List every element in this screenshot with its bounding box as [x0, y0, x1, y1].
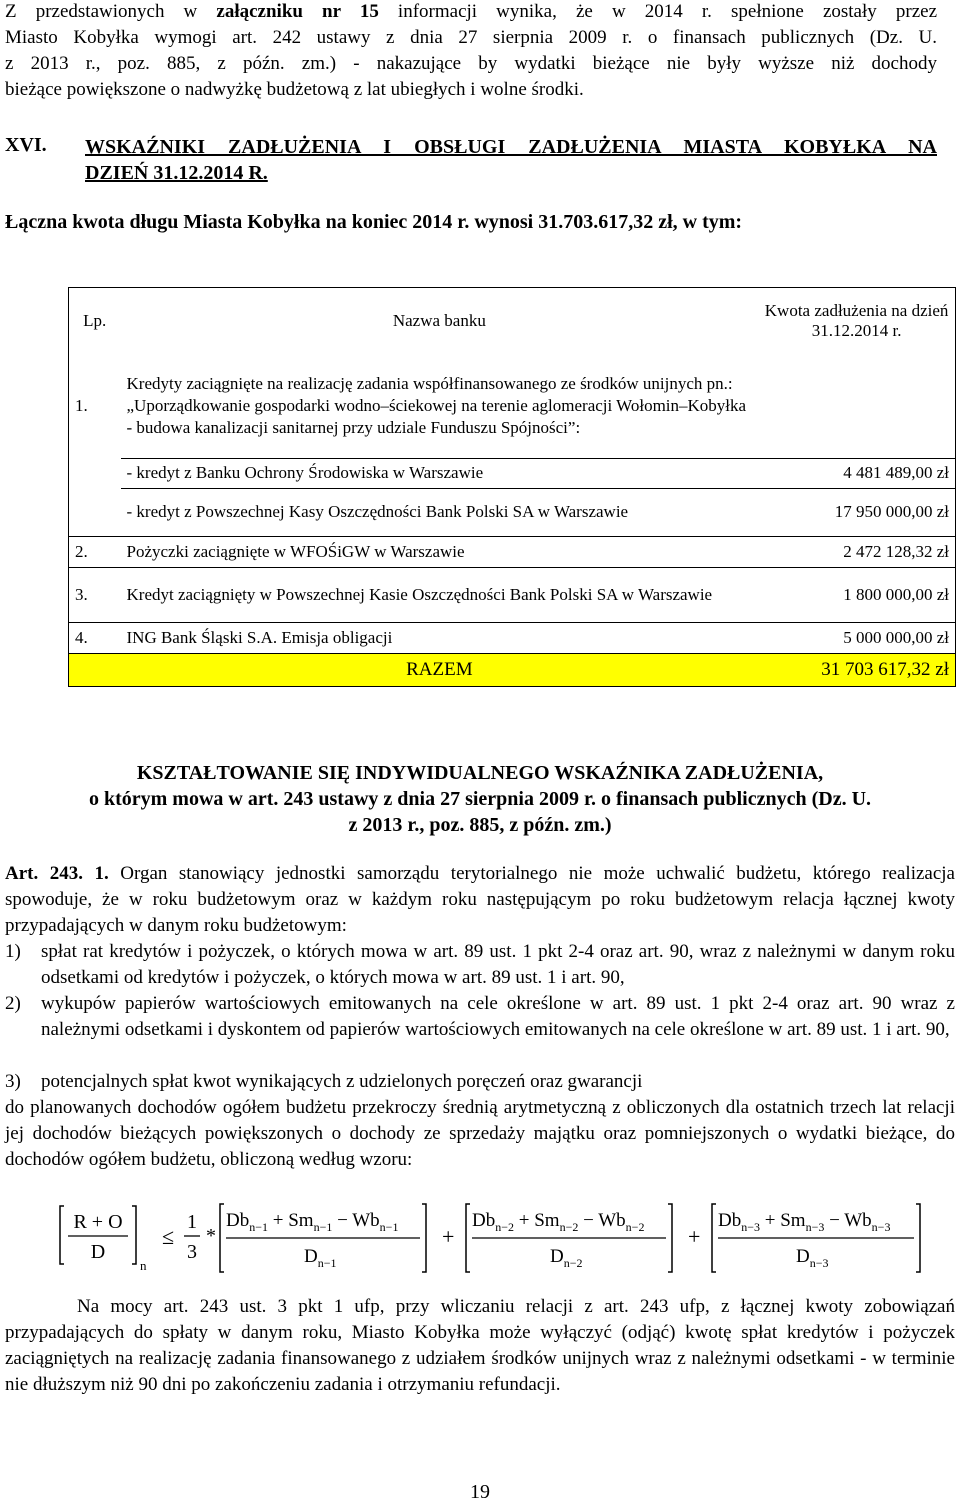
- row1-sub1-amount: 4 481 489,00 zł: [758, 458, 955, 488]
- row1-lp: 1.: [69, 354, 121, 458]
- article-item-3: 3) potencjalnych spłat kwot wynikających z udzielonych poręczeń oraz gwarancji: [5, 1071, 643, 1092]
- row4-amount: 5 000 000,00 zł: [758, 623, 955, 654]
- row1-sub2-name: - kredyt z Powszechnej Kasy Oszczędności Bank Polski SA w Warszawie: [121, 488, 759, 537]
- row2-name: Pożyczki zaciągnięte w WFOŚiGW w Warszawie: [121, 537, 759, 568]
- row3-amount: 1 800 000,00 zł: [758, 568, 955, 623]
- row1-sub1-name: - kredyt z Banku Ochrony Środowiska w Warszawie: [121, 458, 759, 488]
- row2-lp: 2.: [69, 537, 121, 568]
- row4-lp: 4.: [69, 623, 121, 654]
- total-debt-line: Łączna kwota długu Miasta Kobyłka na koniec 2014 r. wynosi 31.703.617,32 zł, w tym:: [5, 211, 743, 233]
- sum-amount: 31 703 617,32 zł: [758, 654, 955, 687]
- sum-label: RAZEM: [121, 654, 759, 687]
- formula-lhs-numerator: R + O: [73, 1211, 123, 1233]
- section-title-line-1: WSKAŹNIKI ZADŁUŻENIA I OBSŁUGI ZADŁUŻENIA MIASTA KOBYŁKA NA: [85, 136, 937, 158]
- formula-one: 1: [187, 1211, 197, 1233]
- page-number: 19: [470, 1481, 490, 1503]
- header-amount: Kwota zadłużenia na dzień 31.12.2014 r.: [758, 288, 955, 355]
- article-label: Art. 243. 1.: [5, 863, 109, 884]
- formula-term1-numerator: $Db_{n-1} + Sm_{n-1} - Wb_{n-1}$: [226, 1210, 399, 1234]
- formula-term3-numerator: $Db_{n-3} + Sm_{n-3} - Wb_{n-3}$: [718, 1210, 891, 1234]
- table-header-row: [69, 288, 956, 355]
- formula-lhs-denominator: D: [90, 1241, 106, 1263]
- formula-lhs-subscript: n: [140, 1258, 147, 1273]
- debt-ratio-formula: [58, 1200, 938, 1290]
- row1-sub2-amount: 17 950 000,00 zł: [758, 488, 955, 537]
- row3-name: Kredyt zaciągnięty w Powszechnej Kasie Oszczędności Bank Polski SA w Warszawie: [121, 568, 759, 623]
- section-number: XVI.: [5, 134, 47, 156]
- article-intro: Art. 243. 1. Organ stanowiący jednostki samorządu terytorialnego nie może uchwalić budżetu, którego realizacja spowoduje, że w roku budżetowym oraz w każdym roku następującym po roku budżetowym relacja łącznej kwoty przypadających w danym roku budżetowym:: [5, 863, 955, 936]
- row3-lp: 3.: [69, 568, 121, 623]
- header-bank-name: Nazwa banku: [121, 288, 759, 355]
- formula-three: 3: [187, 1241, 197, 1263]
- article-closing: do planowanych dochodów ogółem budżetu przekroczy średnią arytmetyczną z obliczonych dla ostatnich trzech lat relacji jej dochodów bieżących powiększonych o dochody ze sprzedaży majątku oraz pomniejszonych o wydatki bieżące, do dochodów ogółem budżetu, obliczoną według wzoru:: [5, 1097, 955, 1170]
- header-lp: Lp.: [69, 288, 121, 355]
- intro-line-3: z 2013 r., poz. 885, z późn. zm.) - nakazujące by wydatki bieżące nie były wyższe niż dochody: [5, 53, 937, 74]
- intro-line-1: Z przedstawionych w załączniku nr 15 informacji wynika, że w 2014 r. spełnione zostały przez: [5, 1, 937, 22]
- table-row: [69, 623, 956, 654]
- row1-description: Kredyty zaciągnięte na realizację zadania współfinansowanego ze środków unijnych pn.: „Uporządkowanie gospodarki wodno–ściekowej na terenie aglomeracji Wołomin–Kobyłka - budowa kanalizacji sanitarnej przy udziale Funduszu Spójności”:: [126, 373, 747, 437]
- formula-term3-denominator: $D_{n-3}$: [796, 1246, 829, 1270]
- row4-name: ING Bank Śląski S.A. Emisja obligacji: [121, 623, 759, 654]
- final-paragraph: Na mocy art. 243 ust. 3 pkt 1 ufp, przy wliczaniu relacji z art. 243 ufp, z łącznej kwoty zobowiązań przypadających do spłaty w danym roku, Miasto Kobyłka może wyłączyć (odjąć) kwotę spłat kredytów i pożyczek zaciągniętych na realizację zadania finansowanego z udziałem środków unijnych wraz z należnymi odsetkami - w terminie nie dłuższym niż 90 dni po zakończeniu zadania i otrzymaniu refundacji.: [5, 1296, 955, 1395]
- section-title: [85, 134, 937, 186]
- indicator-title-line-1: KSZTAŁTOWANIE SIĘ INDYWIDUALNEGO WSKAŹNIKA ZADŁUŻENIA,: [136, 762, 824, 784]
- article-item-1: 1) spłat rat kredytów i pożyczek, o których mowa w art. 89 ust. 1 pkt 2-4 oraz art. 90, wraz z należnymi w danym roku odsetkami od kredytów i pożyczek, o których mowa w art. 89 ust. 1 i art. 90,: [5, 941, 955, 988]
- debt-table: [68, 287, 956, 687]
- row2-amount: 2 472 128,32 zł: [758, 537, 955, 568]
- table-row: [69, 458, 956, 488]
- formula-term2-denominator: $D_{n-2}$: [550, 1246, 583, 1270]
- indicator-title-line-3: z 2013 r., poz. 885, z późn. zm.): [348, 814, 612, 836]
- formula-term2-numerator: $Db_{n-2} + Sm_{n-2} - Wb_{n-2}$: [472, 1210, 645, 1234]
- intro-line-4: bieżące powiększone o nadwyżkę budżetową z lat ubiegłych i wolne środki.: [5, 79, 584, 100]
- formula-star: *: [206, 1225, 216, 1247]
- formula-plus-2: +: [688, 1224, 701, 1249]
- indicator-title-line-2: o którym mowa w art. 243 ustawy z dnia 27 sierpnia 2009 r. o finansach publicznych (Dz. U.: [88, 788, 872, 810]
- section-title-line-2: DZIEŃ 31.12.2014 R.: [85, 162, 268, 184]
- table-sum-row: [69, 654, 956, 687]
- annex-reference: załączniku nr 15: [216, 1, 379, 22]
- formula-plus-1: +: [442, 1224, 455, 1249]
- intro-line-2: Miasto Kobyłka wymogi art. 242 ustawy z dnia 27 sierpnia 2009 r. o finansach publicznych (Dz. U.: [5, 27, 937, 48]
- article-item-2: 2) wykupów papierów wartościowych emitowanych na cele określone w art. 89 ust. 1 pkt 2-4 oraz art. 90 wraz z należnymi odsetkami i dyskontem od papierów wartościowych emitowanych na cele określone w art. 89 ust. 1 i art. 90,: [5, 993, 955, 1040]
- table-row: [69, 568, 956, 623]
- table-row: [69, 354, 956, 458]
- formula-le: ≤: [162, 1224, 175, 1249]
- table-row: [69, 537, 956, 568]
- table-row: [69, 488, 956, 537]
- formula-term1-denominator: $D_{n-1}$: [304, 1246, 337, 1270]
